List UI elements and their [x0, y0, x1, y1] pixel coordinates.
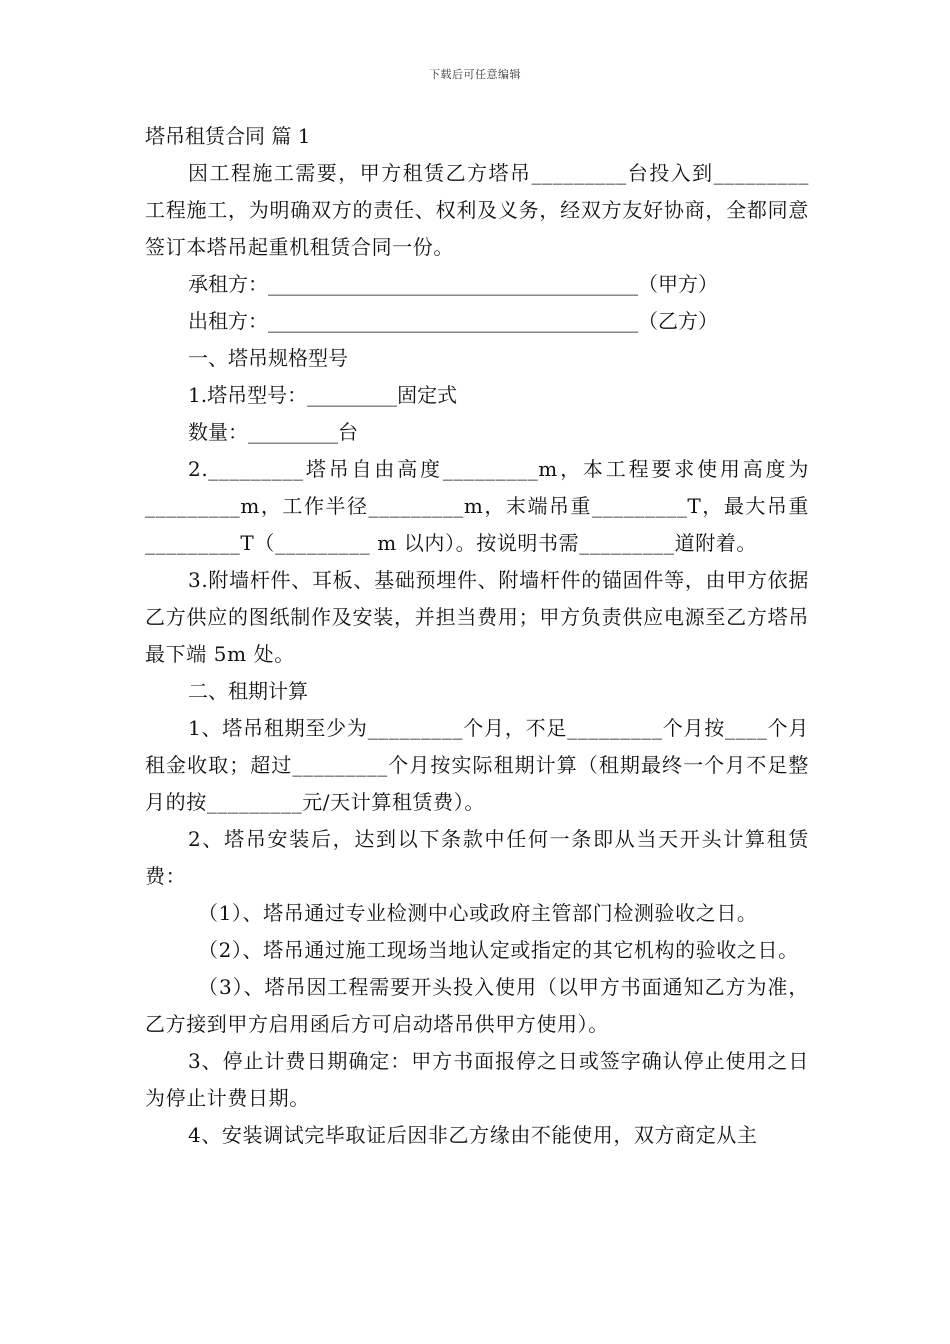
billing-stop-paragraph: 3、停止计费日期确定：甲方书面报停之日或签字确认停止使用之日为停止计费日期。 [145, 1049, 809, 1110]
wall-attachment-paragraph: 3.附墙杆件、耳板、基础预埋件、附墙杆件的锚固件等，由甲方依据乙方供应的图纸制作及安装，并担当费用；甲方负责供应电源至乙方塔吊最下端 5m 处。 [145, 568, 809, 666]
billing-condition-3: （3）、塔吊因工程需要开头投入使用（以甲方书面通知乙方为准，乙方接到甲方启用函后方可启动塔吊供甲方使用）。 [145, 975, 809, 1036]
contract-title: 塔吊租赁合同 篇 1 [145, 124, 311, 148]
billing-condition-1: （1）、塔吊通过专业检测中心或政府主管部门检测验收之日。 [198, 901, 758, 925]
lessee-line: 承租方：_____________________________________（甲方） [188, 272, 718, 296]
contract-body [145, 118, 809, 1154]
intro-paragraph: 因工程施工需要，甲方租赁乙方塔吊_________台投入到_________工程施工，为明确双方的责任、权利及义务，经双方友好协商，全都同意签订本塔吊起重机租赁合同一份。 [145, 161, 809, 259]
lessor-line: 出租方：_____________________________________（乙方） [188, 309, 718, 333]
billing-start-paragraph: 2、塔吊安装后，达到以下条款中任何一条即从当天开头计算租赁费： [145, 827, 809, 888]
section-heading-specs: 一、塔吊规格型号 [188, 346, 348, 370]
crane-height-paragraph: 2._________塔吊自由高度_________m，本工程要求使用高度为_________m，工作半径_________m，末端吊重_________T，最大吊重_________T（_________ m 以内）。按说明书需_________道附着。 [145, 457, 809, 555]
lease-term-paragraph: 1、塔吊租期至少为_________个月，不足_________个月按____个月租金收取；超过_________个月按实际租期计算（租期最终一个月不足整月的按_________元/天计算租赁费）。 [145, 716, 809, 814]
crane-quantity-line: 数量：_________台 [188, 420, 358, 444]
crane-model-line: 1.塔吊型号：_________固定式 [188, 383, 458, 407]
page-header-note: 下载后可任意编辑 [429, 68, 521, 81]
billing-condition-2: （2）、塔吊通过施工现场当地认定或指定的其它机构的验收之日。 [198, 938, 799, 962]
section-heading-lease-term: 二、租期计算 [188, 679, 308, 703]
post-install-paragraph: 4、安装调试完毕取证后因非乙方缘由不能使用，双方商定从主 [188, 1123, 758, 1147]
